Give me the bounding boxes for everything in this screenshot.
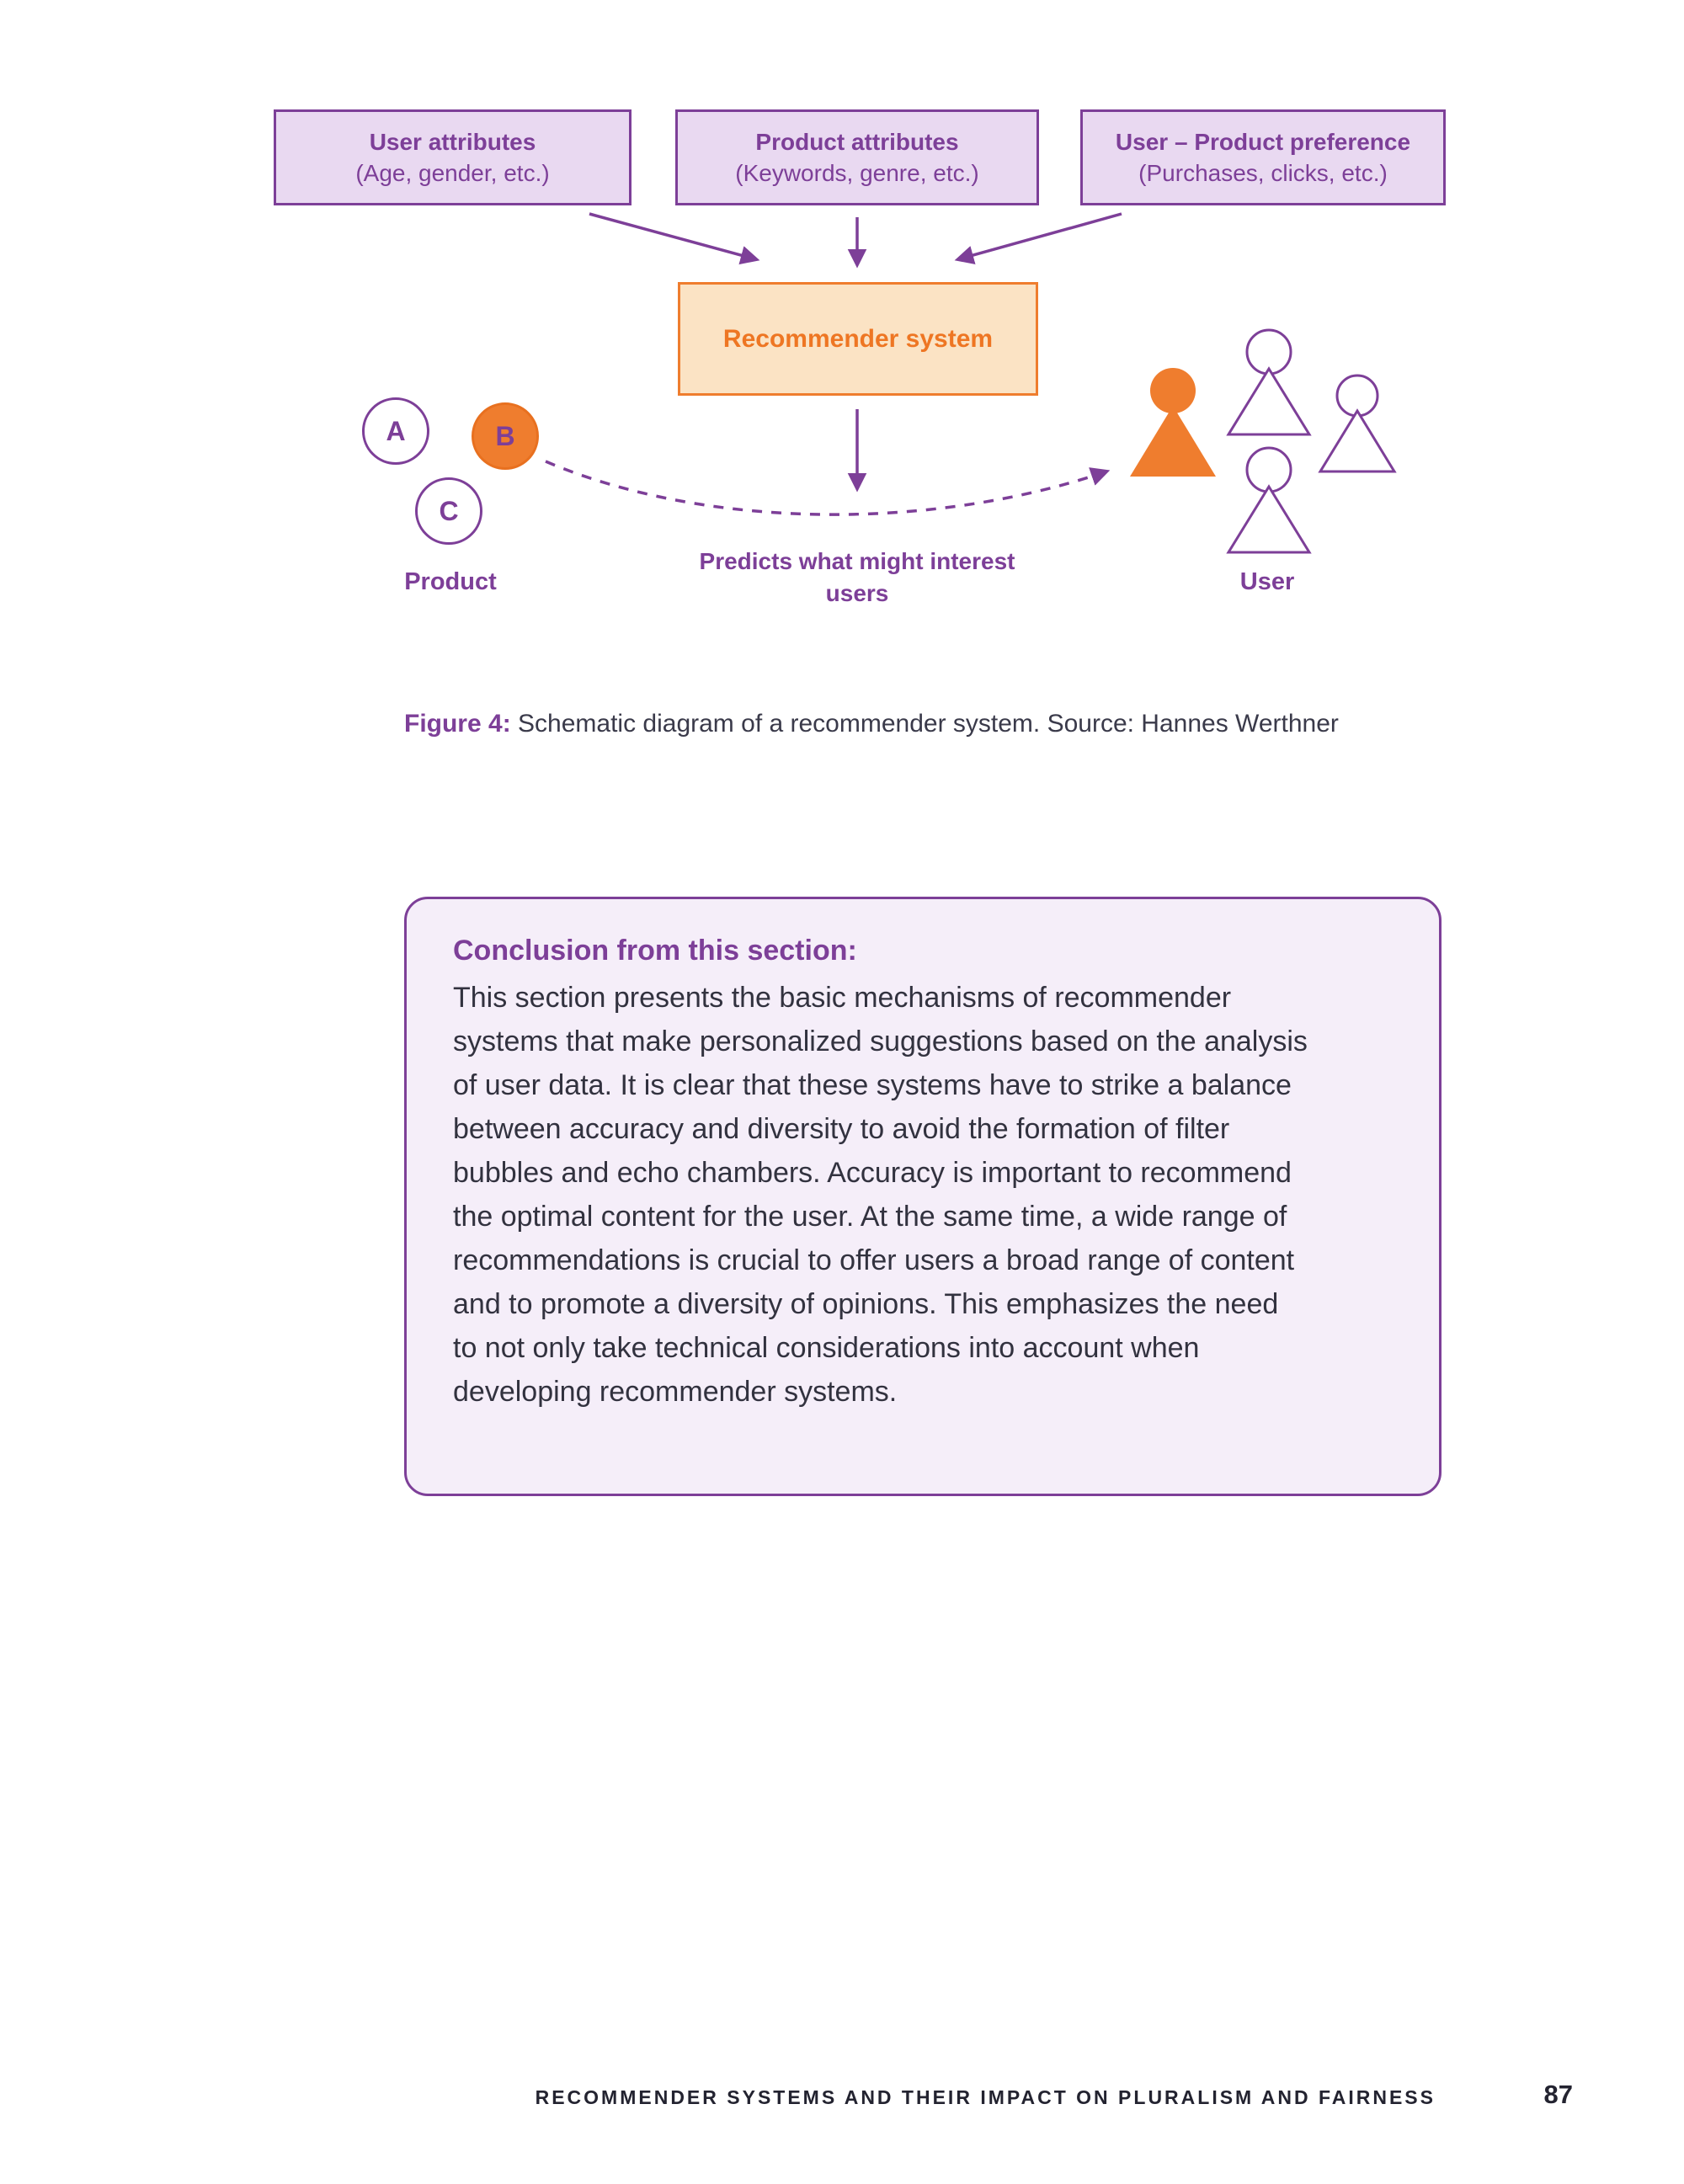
user-icon-highlighted bbox=[1130, 368, 1216, 477]
user-label: User bbox=[1239, 568, 1295, 595]
figure-caption-text: Schematic diagram of a recommender system. Source: Hannes Werthner bbox=[510, 710, 1339, 738]
figure-caption-number: Figure 4: bbox=[404, 710, 511, 738]
product-node-c-label: C bbox=[439, 495, 459, 526]
product-node-c bbox=[415, 477, 482, 545]
box-product-attributes-title: Product attributes bbox=[755, 129, 959, 155]
user-icon bbox=[1228, 448, 1309, 552]
box-user-product-preference-subtitle: (Purchases, clicks, etc.) bbox=[1138, 160, 1388, 186]
arrow-user-product-preference-to-recommender bbox=[958, 214, 1122, 259]
arrow-user-attributes-to-recommender bbox=[589, 214, 756, 259]
page-number: 87 bbox=[1543, 2080, 1573, 2109]
product-node-a bbox=[362, 397, 429, 465]
box-user-product-preference bbox=[1080, 109, 1446, 205]
recommender-system-label: Recommender system bbox=[722, 324, 994, 353]
box-user-product-preference-title: User – Product preference bbox=[1115, 129, 1411, 155]
conclusion-body: This section presents the basic mechanisms of recommender systems that make personalized suggestions based on the analysis of user data. It is clear that these systems have to strike a balance between accuracy and diversity to avoid the formation of filter bubbles and echo chambers. Accuracy is important to recommend the optimal content for the user. At the same time, a wide range of recommendations is crucial to offer users a broad range of content and to promote a diversity of opinions. This emphasizes the need to not only take technical considerations into account when developing recommender systems. bbox=[453, 982, 1308, 1408]
box-product-attributes-subtitle: (Keywords, genre, etc.) bbox=[735, 160, 979, 186]
conclusion-box bbox=[404, 897, 1442, 1496]
product-node-b-label: B bbox=[495, 420, 515, 451]
recommender-system-box bbox=[678, 282, 1038, 396]
box-user-attributes-title: User attributes bbox=[369, 129, 536, 155]
footer-running-title: RECOMMENDER SYSTEMS AND THEIR IMPACT ON PLURALISM AND FAIRNESS bbox=[535, 2086, 1436, 2108]
product-node-b bbox=[472, 402, 539, 470]
figure-caption bbox=[404, 710, 1339, 738]
user-icon bbox=[1320, 376, 1394, 471]
box-product-attributes bbox=[675, 109, 1039, 205]
box-user-attributes bbox=[274, 109, 632, 205]
conclusion-title: Conclusion from this section: bbox=[453, 935, 857, 967]
product-label: Product bbox=[404, 568, 497, 595]
prediction-label: Predicts what might interest users bbox=[699, 548, 1015, 606]
product-node-a-label: A bbox=[386, 415, 406, 446]
user-icon bbox=[1228, 330, 1309, 434]
box-user-attributes-subtitle: (Age, gender, etc.) bbox=[355, 160, 550, 186]
prediction-dashed-arrow bbox=[546, 461, 1106, 514]
